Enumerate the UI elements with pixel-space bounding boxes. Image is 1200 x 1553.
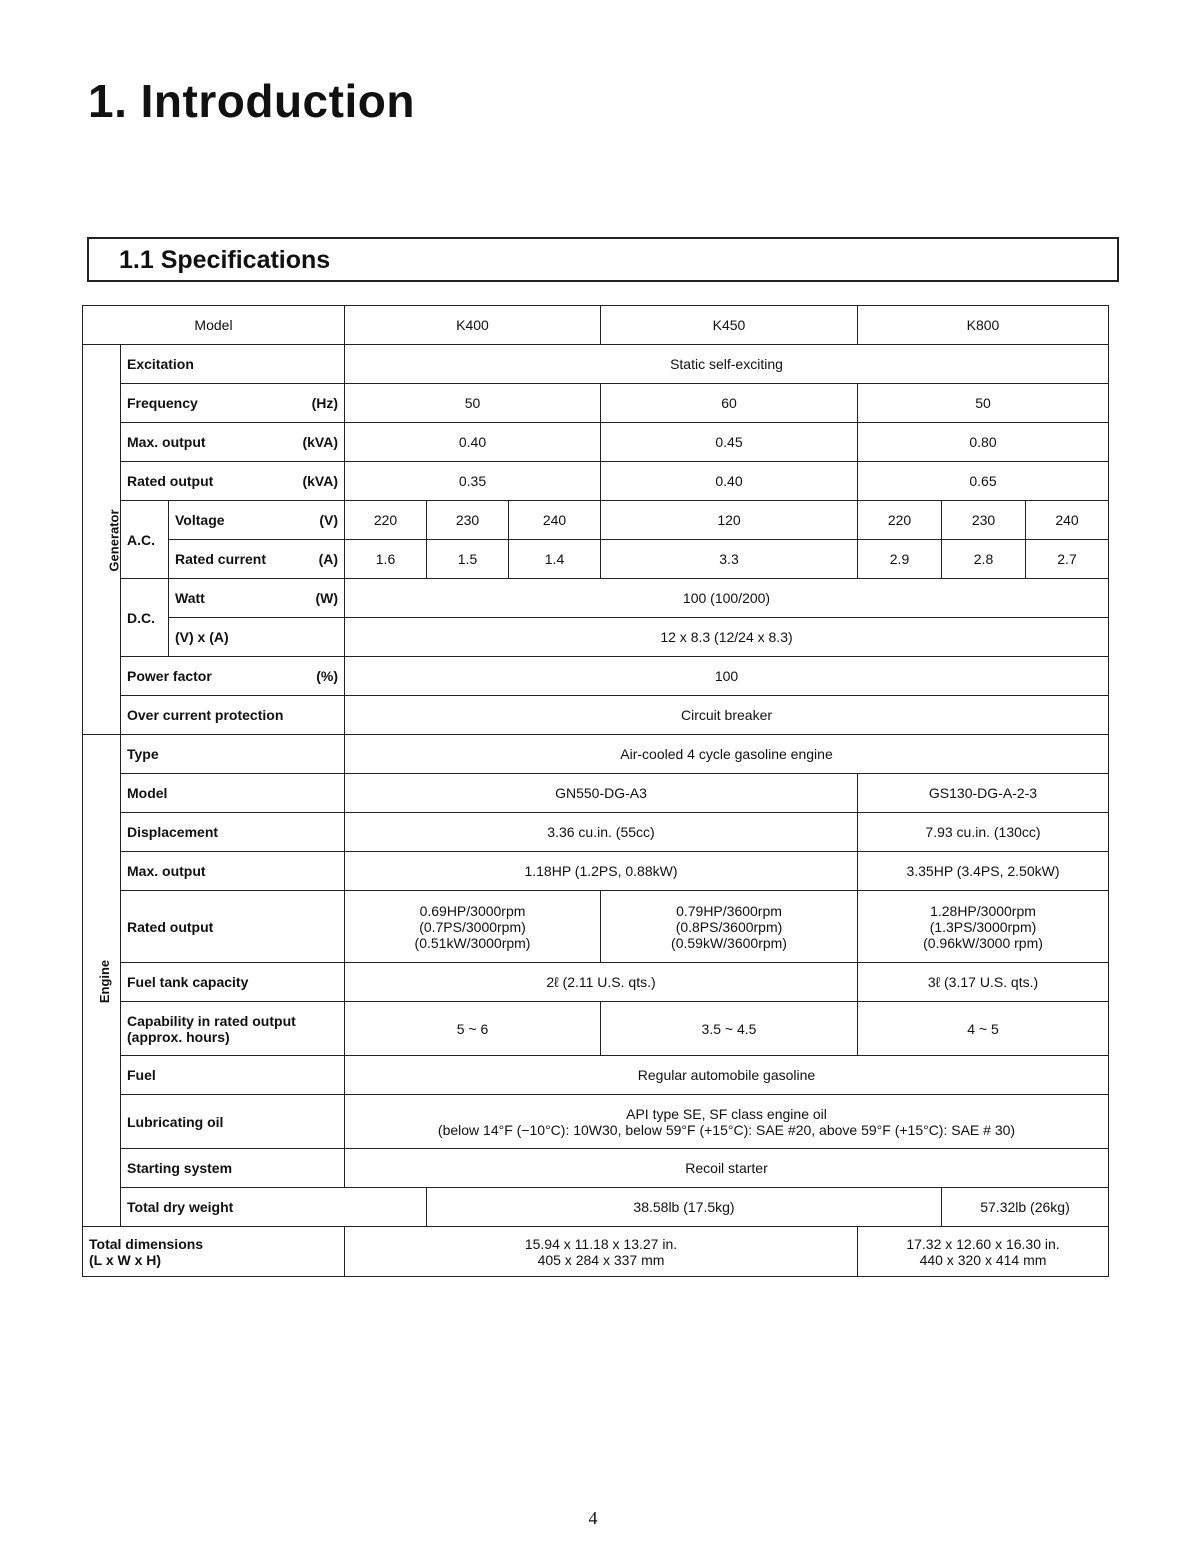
table-row [83,657,1109,696]
rated-output-k400: 0.35 [345,462,601,501]
total-dimensions-label: Total dimensions (L x W x H) [83,1227,345,1277]
excitation-label: Excitation [121,345,345,384]
fuel-label: Fuel [121,1056,345,1095]
displacement-k400-k450: 3.36 cu.in. (55cc) [345,813,858,852]
engine-max-output-k400-k450: 1.18HP (1.2PS, 0.88kW) [345,852,858,891]
section-header-box [87,237,1119,282]
max-output-unit: (kVA) [302,434,338,450]
voltage-k400-2: 230 [427,501,509,540]
table-row [83,501,1109,540]
total-dimensions-k800: 17.32 x 12.60 x 16.30 in. 440 x 320 x 414 mm [858,1227,1109,1277]
capability-label: Capability in rated output (approx. hours) [121,1002,345,1056]
voltage-label: Voltage [175,512,225,528]
rated-current-label: Rated current [175,551,267,567]
table-row [83,1002,1109,1056]
engine-rated-output-label: Rated output [121,891,345,963]
voltage-k450: 120 [601,501,858,540]
table-row [83,774,1109,813]
watt-value: 100 (100/200) [345,579,1109,618]
page-number: 4 [588,1508,598,1528]
model-k800: K800 [858,306,1109,345]
total-dry-weight-label: Total dry weight [121,1188,427,1227]
over-current-label: Over current protection [121,696,345,735]
capability-k800: 4 ~ 5 [858,1002,1109,1056]
displacement-label: Displacement [121,813,345,852]
engine-rated-output-k800: 1.28HP/3000rpm (1.3PS/3000rpm) (0.96kW/3000 rpm) [858,891,1109,963]
max-output-k800: 0.80 [858,423,1109,462]
watt-unit: (W) [315,590,338,606]
specifications-table [82,305,1109,1277]
table-row [83,852,1109,891]
fuel-value: Regular automobile gasoline [345,1056,1109,1095]
table-row [83,735,1109,774]
rated-output-k800: 0.65 [858,462,1109,501]
current-k800-2: 2.8 [942,540,1026,579]
table-row [83,813,1109,852]
excitation-value: Static self-exciting [345,345,1109,384]
engine-group-label: Engine [97,959,113,1003]
table-row [83,1188,1109,1227]
table-row [83,423,1109,462]
power-factor-label: Power factor [127,668,212,684]
capability-k450: 3.5 ~ 4.5 [601,1002,858,1056]
max-output-label: Max. output [127,434,206,450]
generator-group-label: Generator [106,508,122,572]
engine-rated-output-k450: 0.79HP/3600rpm (0.8PS/3600rpm) (0.59kW/3600rpm) [601,891,858,963]
voltage-k800-2: 230 [942,501,1026,540]
table-row [83,618,1109,657]
table-row [83,462,1109,501]
total-dry-weight-k800: 57.32lb (26kg) [942,1188,1109,1227]
table-row [83,579,1109,618]
table-row [83,963,1109,1002]
rated-output-unit: (kVA) [302,473,338,489]
rated-current-unit: (A) [318,551,338,567]
table-row [83,345,1109,384]
lubricating-oil-label: Lubricating oil [121,1095,345,1149]
voltage-k800-1: 220 [858,501,942,540]
frequency-k800: 50 [858,384,1109,423]
model-header: Model [83,306,345,345]
fuel-tank-label: Fuel tank capacity [121,963,345,1002]
table-row [83,306,1109,345]
va-value: 12 x 8.3 (12/24 x 8.3) [345,618,1109,657]
page-title: 1. Introduction [88,75,415,127]
fuel-tank-k800: 3ℓ (3.17 U.S. qts.) [858,963,1109,1002]
watt-label: Watt [175,590,205,606]
table-row [83,891,1109,963]
starting-system-label: Starting system [121,1149,345,1188]
engine-model-k400-k450: GN550-DG-A3 [345,774,858,813]
displacement-k800: 7.93 cu.in. (130cc) [858,813,1109,852]
table-row [83,1149,1109,1188]
engine-rated-output-k400: 0.69HP/3000rpm (0.7PS/3000rpm) (0.51kW/3000rpm) [345,891,601,963]
table-row [83,540,1109,579]
current-k400-3: 1.4 [509,540,601,579]
table-row [83,1227,1109,1277]
current-k400-1: 1.6 [345,540,427,579]
va-label: (V) x (A) [169,618,345,657]
engine-model-label: Model [121,774,345,813]
voltage-k800-3: 240 [1026,501,1109,540]
starting-system-value: Recoil starter [345,1149,1109,1188]
engine-max-output-k800: 3.35HP (3.4PS, 2.50kW) [858,852,1109,891]
model-k400: K400 [345,306,601,345]
table-row [83,384,1109,423]
max-output-k400: 0.40 [345,423,601,462]
fuel-tank-k400-k450: 2ℓ (2.11 U.S. qts.) [345,963,858,1002]
table-row [83,696,1109,735]
current-k450: 3.3 [601,540,858,579]
frequency-k450: 60 [601,384,858,423]
power-factor-unit: (%) [316,668,338,684]
engine-max-output-label: Max. output [121,852,345,891]
frequency-label: Frequency [127,395,198,411]
table-row [83,1095,1109,1149]
current-k400-2: 1.5 [427,540,509,579]
over-current-value: Circuit breaker [345,696,1109,735]
voltage-k400-3: 240 [509,501,601,540]
capability-k400: 5 ~ 6 [345,1002,601,1056]
current-k800-3: 2.7 [1026,540,1109,579]
section-title: 1.1 Specifications [119,246,331,274]
ac-label: A.C. [121,501,169,579]
model-k450: K450 [601,306,858,345]
total-dimensions-k400-k450: 15.94 x 11.18 x 13.27 in. 405 x 284 x 337 mm [345,1227,858,1277]
frequency-k400: 50 [345,384,601,423]
engine-group [83,735,121,1227]
engine-type-label: Type [121,735,345,774]
engine-model-k800: GS130-DG-A-2-3 [858,774,1109,813]
power-factor-value: 100 [345,657,1109,696]
dc-label: D.C. [121,579,169,657]
total-dry-weight-k400-k450: 38.58lb (17.5kg) [427,1188,942,1227]
voltage-k400-1: 220 [345,501,427,540]
voltage-unit: (V) [319,512,338,528]
rated-output-label: Rated output [127,473,214,489]
lubricating-oil-value: API type SE, SF class engine oil (below 14°F (−10°C): 10W30, below 59°F (+15°C): SAE #20, above 59°F (+15°C): SAE # 30) [345,1095,1109,1149]
frequency-unit: (Hz) [311,395,338,411]
max-output-k450: 0.45 [601,423,858,462]
current-k800-1: 2.9 [858,540,942,579]
table-row [83,1056,1109,1095]
generator-group [83,345,121,735]
rated-output-k450: 0.40 [601,462,858,501]
engine-type-value: Air-cooled 4 cycle gasoline engine [345,735,1109,774]
